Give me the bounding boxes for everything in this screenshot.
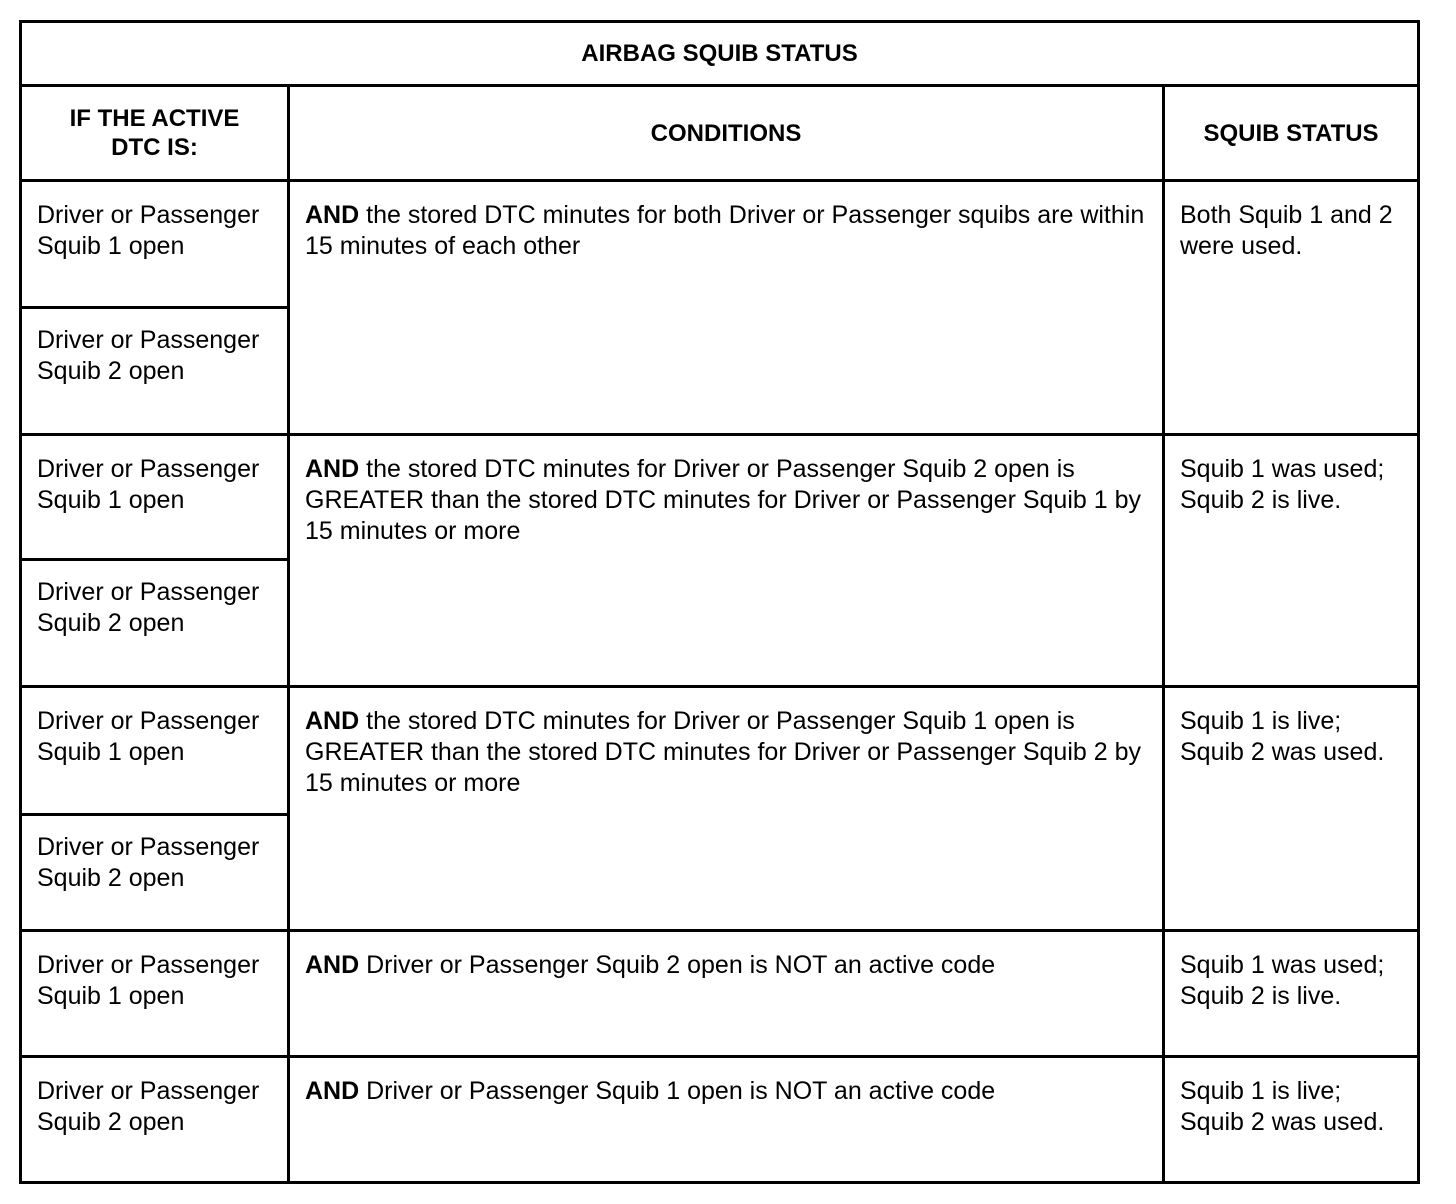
- condition-cell: [289, 687, 1164, 930]
- condition-text: Driver or Passenger Squib 1 open is NOT an active code: [359, 1076, 996, 1105]
- active-dtc-cell: Driver or Passenger Squib 1 open: [21, 435, 289, 560]
- table-row: [21, 687, 1419, 814]
- condition-lead: AND: [305, 455, 360, 484]
- active-dtc-cell: Driver or Passenger Squib 2 open: [21, 560, 289, 687]
- squib-status-cell: Squib 1 was used; Squib 2 is live.: [1164, 435, 1419, 687]
- header-active-dtc: IF THE ACTIVE DTC IS:: [21, 86, 289, 181]
- condition-text: the stored DTC minutes for both Driver or Passenger squibs are within 15 minutes of each other: [305, 201, 1152, 260]
- squib-status-cell: Squib 1 is live; Squib 2 was used.: [1164, 687, 1419, 930]
- condition-lead: AND: [305, 201, 360, 229]
- table-row: [21, 181, 1419, 308]
- condition-cell: [289, 930, 1164, 1056]
- active-dtc-cell: Driver or Passenger Squib 1 open: [21, 687, 289, 814]
- condition-lead: AND: [305, 950, 360, 979]
- active-dtc-cell: Driver or Passenger Squib 1 open: [21, 930, 289, 1056]
- condition-text: the stored DTC minutes for Driver or Passenger Squib 2 open is GREATER than the stored DTC minutes for Driver or Passenger Squib 1 by 15 minutes or more: [305, 455, 1148, 546]
- header-conditions: CONDITIONS: [289, 86, 1164, 181]
- active-dtc-cell: Driver or Passenger Squib 2 open: [21, 308, 289, 435]
- condition-cell: [289, 435, 1164, 687]
- squib-status-cell: Squib 1 was used; Squib 2 is live.: [1164, 930, 1419, 1056]
- active-dtc-cell: Driver or Passenger Squib 1 open: [21, 181, 289, 308]
- condition-lead: AND: [305, 1076, 360, 1105]
- condition-text: Driver or Passenger Squib 2 open is NOT an active code: [359, 950, 996, 979]
- squib-status-table: [19, 20, 1420, 1184]
- table-row: [21, 1056, 1419, 1182]
- table-row: [21, 930, 1419, 1056]
- table-title: AIRBAG SQUIB STATUS: [21, 22, 1419, 86]
- squib-status-cell: Squib 1 is live; Squib 2 was used.: [1164, 1056, 1419, 1182]
- condition-lead: AND: [305, 707, 360, 736]
- condition-cell: [289, 1056, 1164, 1182]
- table-body: [21, 181, 1419, 1183]
- squib-status-cell: Both Squib 1 and 2 were used.: [1164, 181, 1419, 435]
- table-row: [21, 435, 1419, 560]
- condition-cell: [289, 181, 1164, 435]
- active-dtc-cell: Driver or Passenger Squib 2 open: [21, 814, 289, 930]
- active-dtc-cell: Driver or Passenger Squib 2 open: [21, 1056, 289, 1182]
- header-squib-status: SQUIB STATUS: [1164, 86, 1419, 181]
- condition-text: the stored DTC minutes for Driver or Passenger Squib 1 open is GREATER than the stored DTC minutes for Driver or Passenger Squib 2 by 15 minutes or more: [305, 707, 1148, 798]
